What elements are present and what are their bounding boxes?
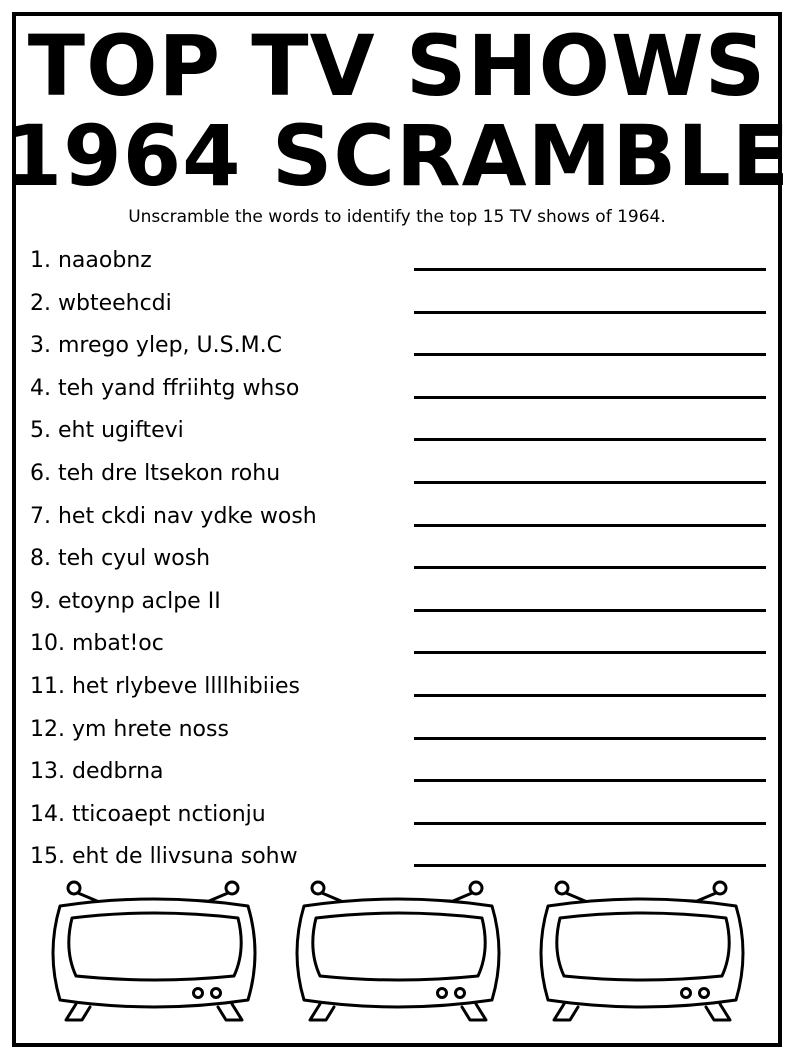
instructions-text: Unscramble the words to identify the top 15 TV shows of 1964. (128, 207, 666, 227)
answer-line (414, 524, 766, 527)
list-item (30, 589, 770, 632)
list-item (30, 717, 770, 760)
answer-line (414, 311, 766, 314)
answer-line (414, 438, 766, 441)
list-item (30, 546, 770, 589)
tv-icon (530, 878, 754, 1026)
answer-line (414, 396, 766, 399)
answer-line (414, 694, 766, 697)
list-item (30, 418, 770, 461)
scrambled-clue: 3. mrego ylep, U.S.M.C (30, 333, 282, 359)
scrambled-clue: 13. dedbrna (30, 759, 164, 785)
answer-line (414, 353, 766, 356)
scrambled-clue: 15. eht de llivsuna sohw (30, 844, 298, 870)
scrambled-clue: 10. mbat!oc (30, 631, 164, 657)
scrambled-clue: 12. ym hrete noss (30, 716, 229, 742)
scrambled-clue: 11. het rlybeve llllhibiies (30, 673, 300, 699)
scrambled-clue: 8. teh cyul wosh (30, 546, 211, 572)
answer-line (414, 737, 766, 740)
scrambled-clue: 9. etoynp aclpe II (30, 588, 221, 614)
answer-line (414, 481, 766, 484)
answer-line (414, 609, 766, 612)
list-item (30, 461, 770, 504)
list-item (30, 631, 770, 674)
scrambled-clue: 2. wbteehcdi (30, 290, 172, 316)
scrambled-clue: 6. teh dre ltsekon rohu (30, 460, 281, 486)
list-item (30, 376, 770, 419)
list-item (30, 291, 770, 334)
answer-line (414, 864, 766, 867)
answer-line (414, 268, 766, 271)
tv-icon (286, 878, 510, 1026)
scramble-list (30, 248, 770, 887)
list-item (30, 333, 770, 376)
answer-line (414, 822, 766, 825)
scrambled-clue: 4. teh yand ffriihtg whso (30, 375, 300, 401)
list-item (30, 674, 770, 717)
scrambled-clue: 5. eht ugiftevi (30, 418, 184, 444)
answer-line (414, 566, 766, 569)
list-item (30, 802, 770, 845)
answer-line (414, 779, 766, 782)
list-item (30, 248, 770, 291)
answer-line (414, 651, 766, 654)
list-item (30, 759, 770, 802)
tv-icon (42, 878, 266, 1026)
scrambled-clue: 7. het ckdi nav ydke wosh (30, 503, 317, 529)
scrambled-clue: 14. tticoaept nctionju (30, 801, 266, 827)
list-item (30, 504, 770, 547)
page-title-line-2: 1964 SCRAMBLE (3, 107, 791, 205)
page-title-line-1: TOP TV SHOWS (27, 17, 767, 115)
tv-illustrations (0, 878, 794, 1028)
scrambled-clue: 1. naaobnz (30, 248, 152, 273)
